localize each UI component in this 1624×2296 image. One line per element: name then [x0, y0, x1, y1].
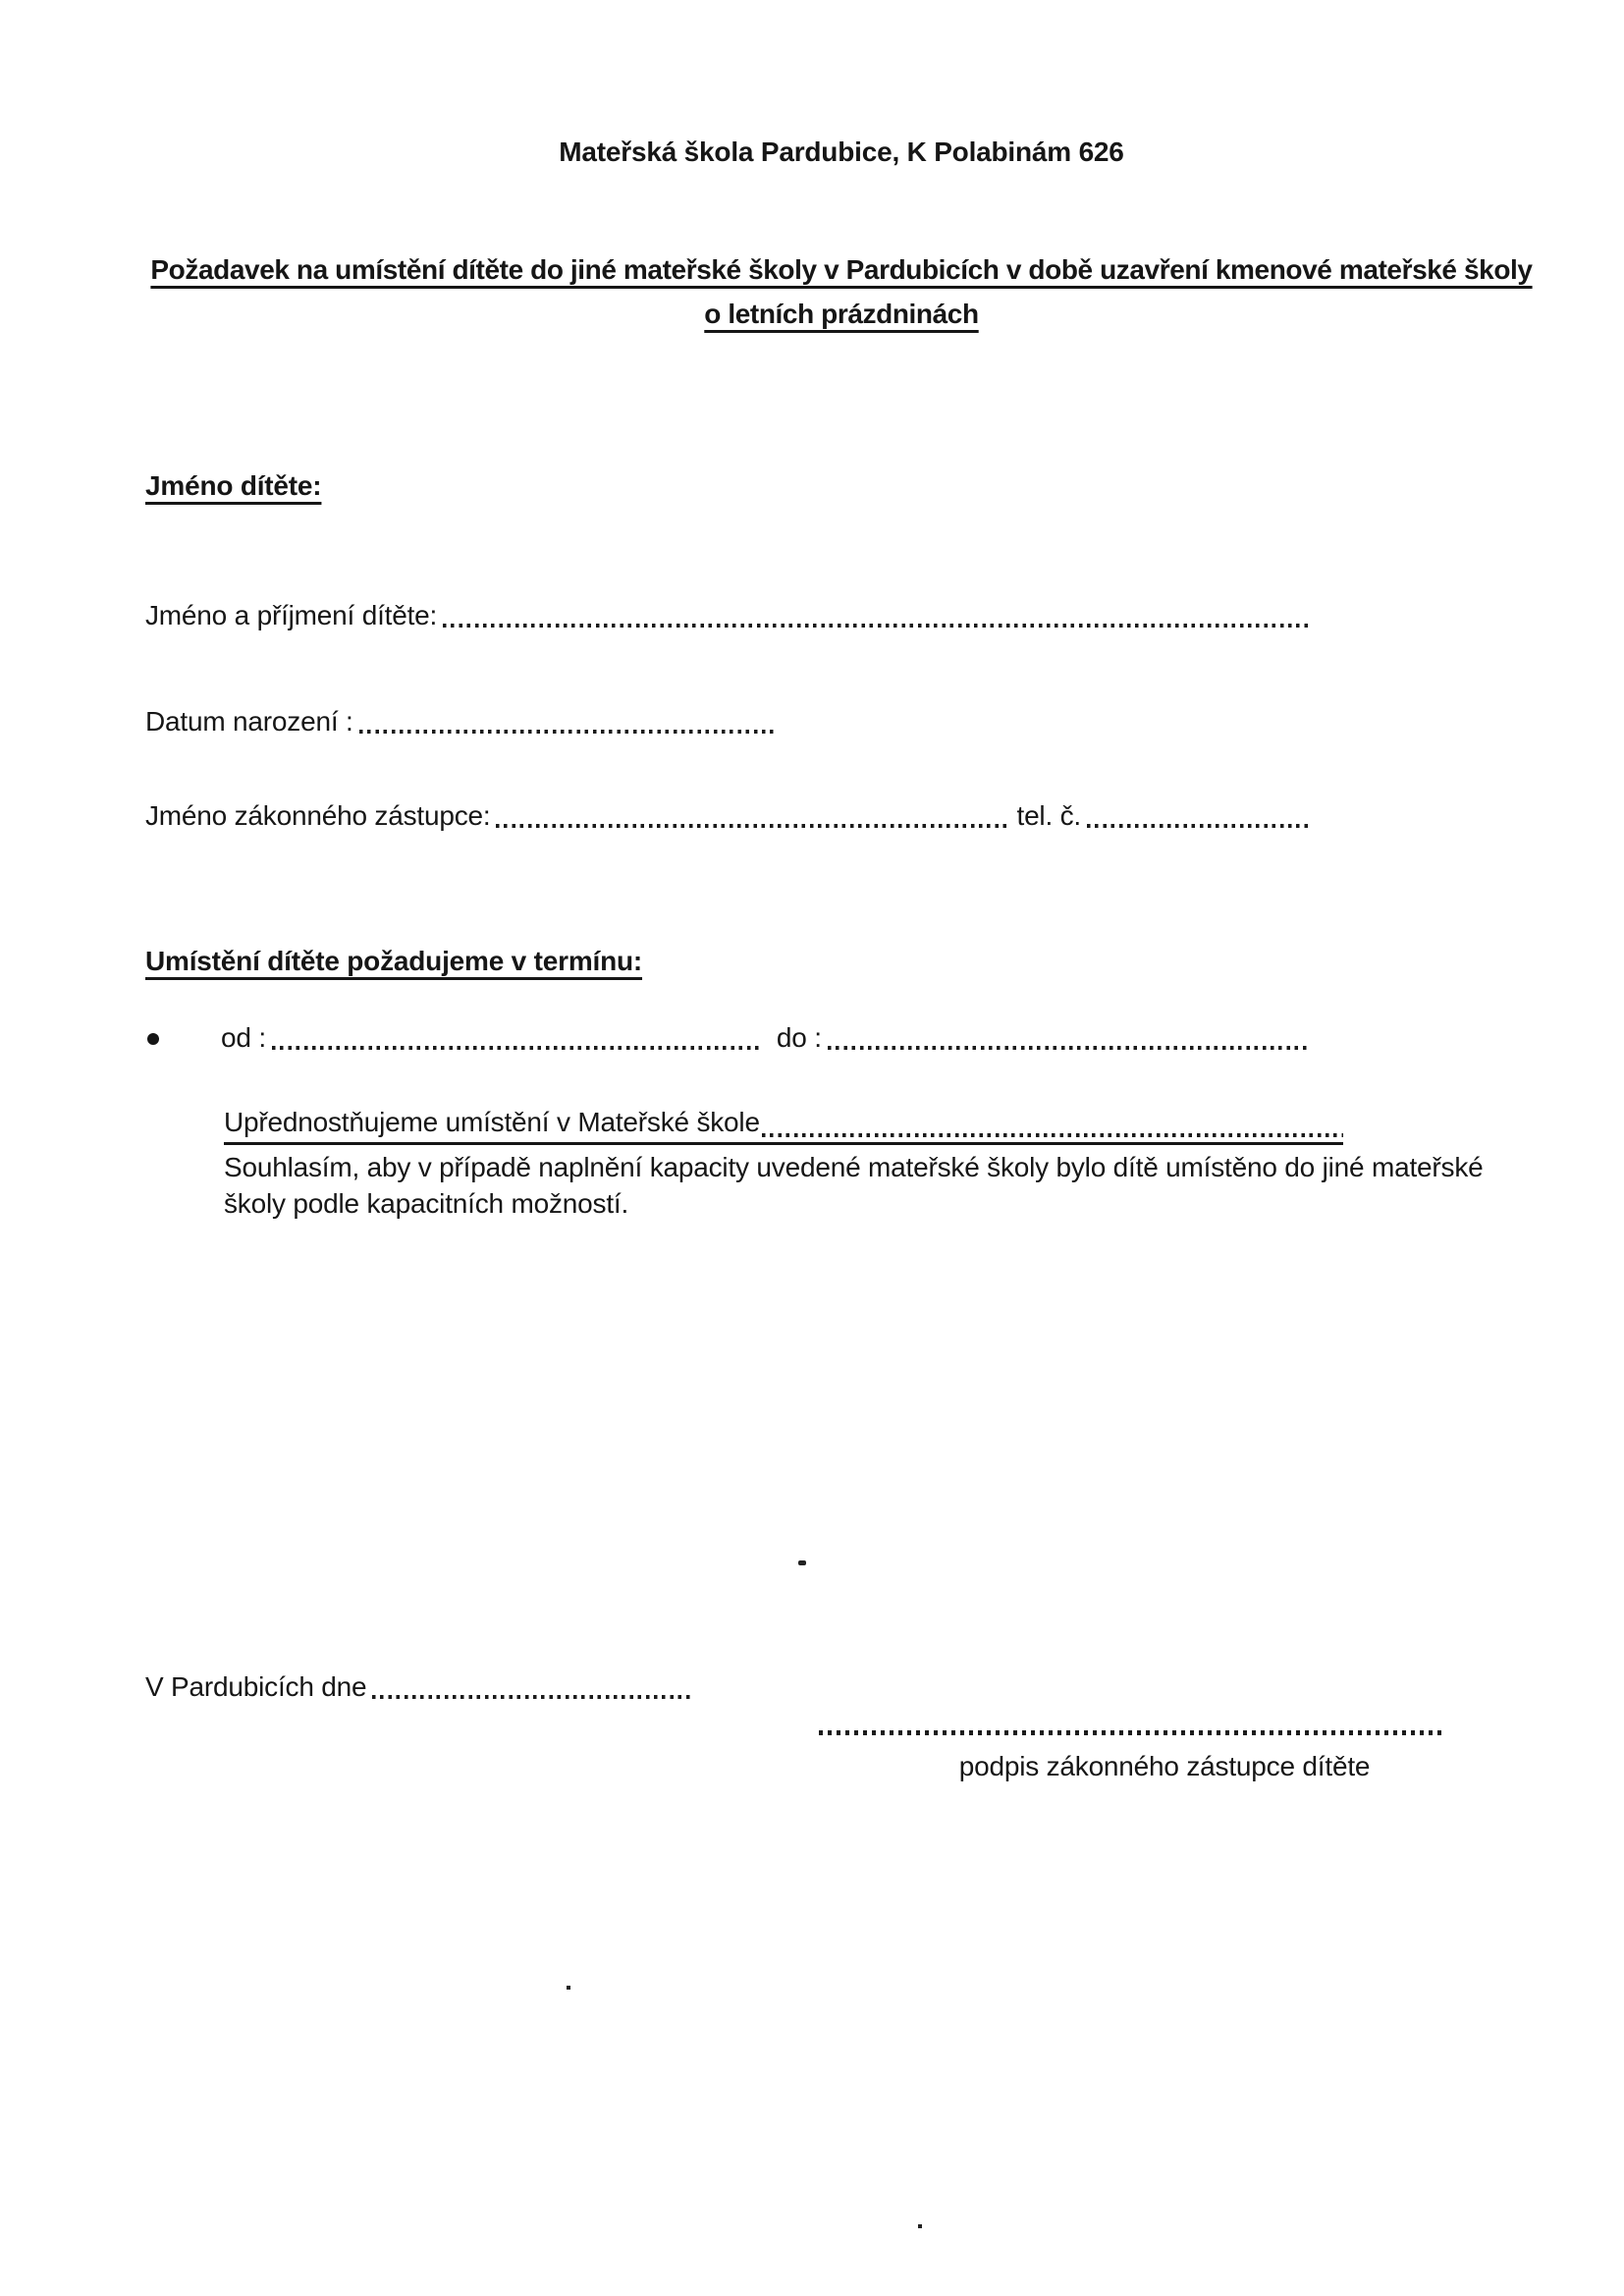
phone-label: tel. č.: [1016, 800, 1081, 831]
preferred-school-label: Upřednostňujeme umístění v Mateřské škole: [224, 1107, 760, 1137]
consent-text-line2: školy podle kapacitních možností.: [224, 1188, 629, 1219]
guardian-name-field[interactable]: [496, 824, 1010, 828]
form-heading-line1: Požadavek na umístění dítěte do jiné mateřské školy v Pardubicích v době uzavření kmenové mateřské školy: [150, 254, 1533, 285]
place-date-row: [145, 1670, 693, 1704]
guardian-name-label: Jméno zákonného zástupce:: [145, 800, 491, 831]
scan-artifact-dot: [798, 1560, 806, 1565]
scan-artifact-dot: [918, 2224, 922, 2228]
preferred-school-field[interactable]: [762, 1133, 1343, 1137]
birth-date-row: [145, 705, 774, 738]
school-title: Mateřská škola Pardubice, K Polabinám 626: [559, 137, 1124, 167]
form-heading: [88, 247, 1595, 336]
bullet-icon: [145, 1033, 221, 1055]
guardian-row: [145, 799, 1311, 833]
section-heading-child: Jméno dítěte:: [145, 470, 322, 501]
signature-field[interactable]: [819, 1730, 1445, 1735]
preferred-school-row: [224, 1106, 1343, 1145]
place-date-field[interactable]: [372, 1695, 693, 1699]
child-name-field[interactable]: [443, 624, 1311, 628]
term-row: [145, 1021, 1309, 1055]
term-from-label: od :: [221, 1022, 266, 1053]
phone-field[interactable]: [1087, 824, 1311, 828]
child-name-row: [145, 599, 1311, 632]
child-name-label: Jméno a příjmení dítěte:: [145, 600, 438, 630]
birth-date-field[interactable]: [359, 730, 774, 734]
term-from-field[interactable]: [272, 1046, 763, 1050]
place-date-label: V Pardubicích dne: [145, 1671, 367, 1702]
scan-artifact-dot: [567, 1986, 570, 1990]
birth-date-label: Datum narození :: [145, 706, 353, 737]
section-heading-term: Umístění dítěte požadujeme v termínu:: [145, 946, 643, 976]
consent-text-line1: Souhlasím, aby v případě naplnění kapacity uvedené mateřské školy bylo dítě umístěno do jiné mateřské: [224, 1152, 1484, 1182]
term-to-label: do :: [776, 1022, 822, 1053]
term-to-field[interactable]: [828, 1046, 1309, 1050]
signature-caption: podpis zákonného zástupce dítěte: [958, 1751, 1371, 1781]
form-heading-line2: o letních prázdninách: [704, 299, 979, 329]
